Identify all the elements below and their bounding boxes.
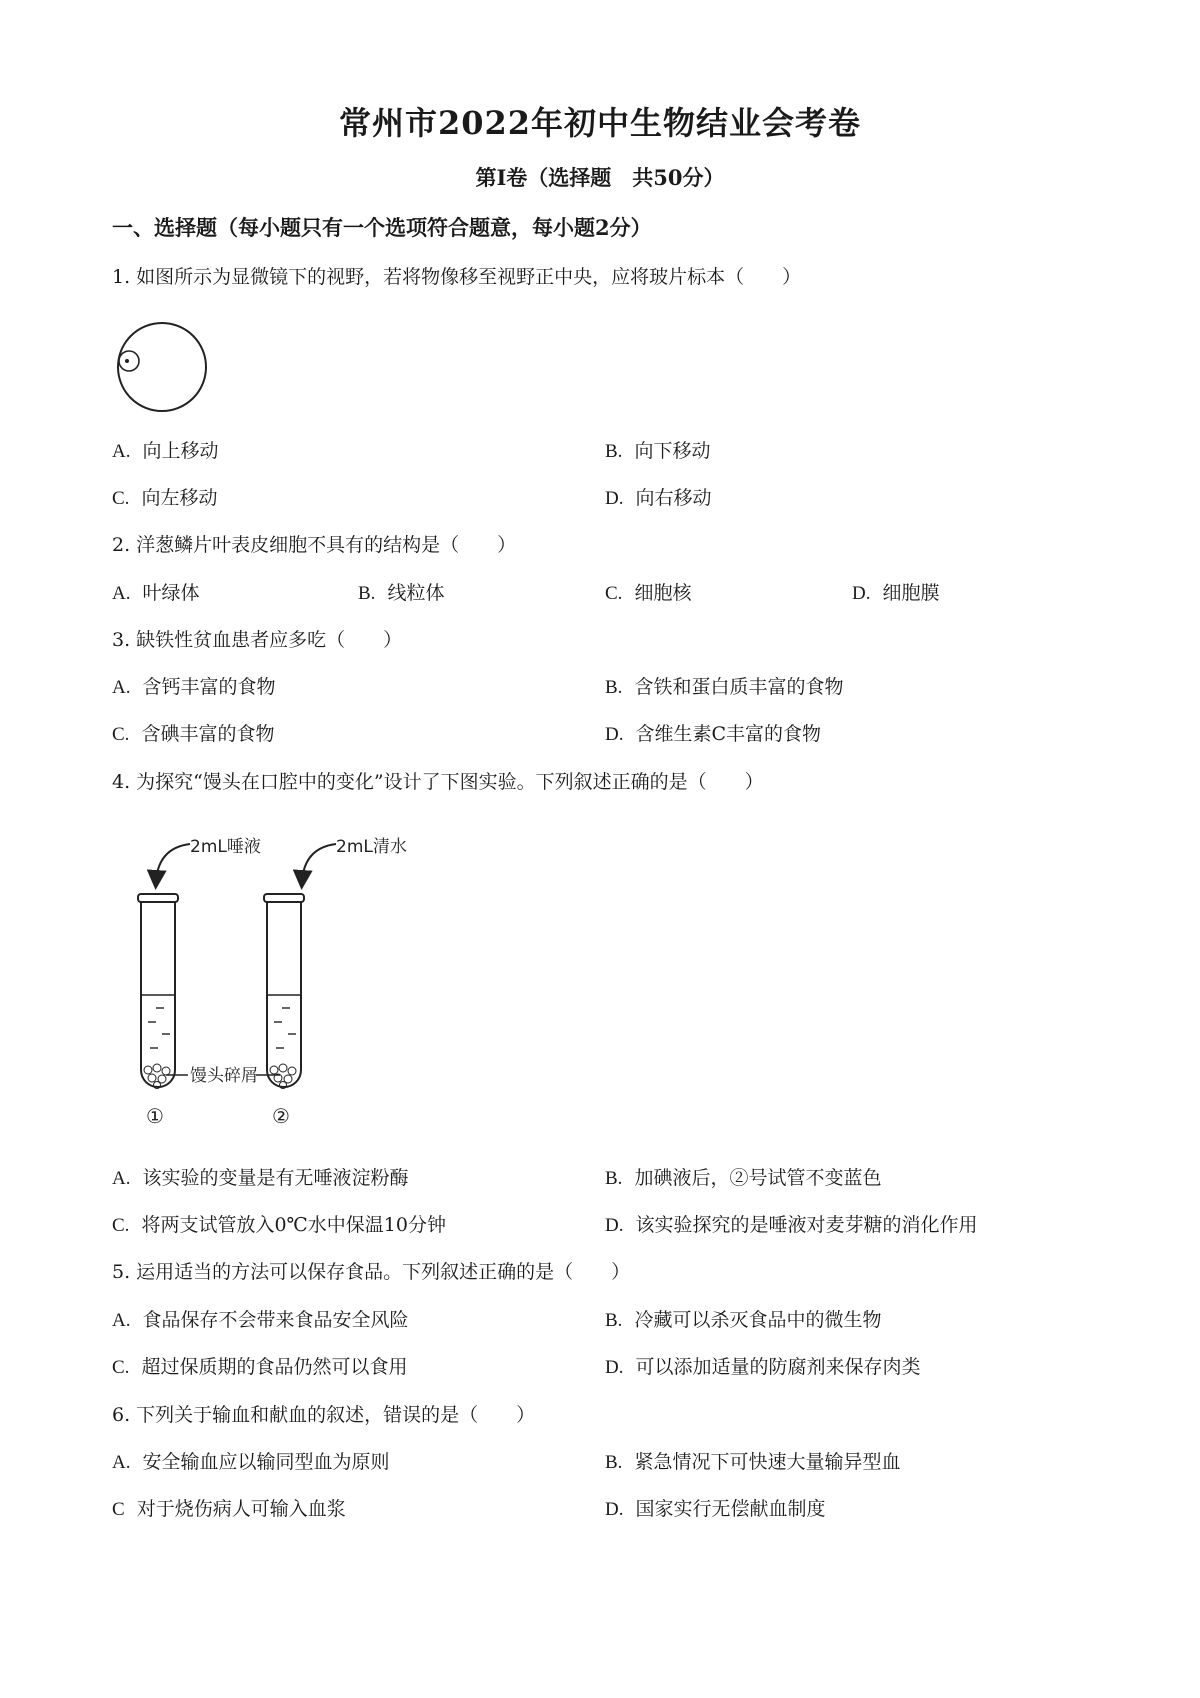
specimen-dot	[125, 359, 129, 363]
tube-1-arrow	[156, 844, 190, 882]
option-3c[interactable]: C. 含碘丰富的食物	[112, 723, 275, 745]
microscope-field-figure	[112, 317, 212, 417]
option-1d[interactable]: D. 向右移动	[605, 487, 712, 509]
option-2c[interactable]: C. 细胞核	[605, 582, 692, 604]
option-6b[interactable]: B. 紧急情况下可快速大量输异型血	[605, 1451, 901, 1473]
option-1b[interactable]: B. 向下移动	[605, 440, 711, 462]
option-6c[interactable]: C 对于烧伤病人可输入血浆	[112, 1498, 346, 1520]
option-3a[interactable]: A. 含钙丰富的食物	[112, 676, 276, 698]
option-1c[interactable]: C. 向左移动	[112, 487, 218, 509]
option-2b[interactable]: B. 线粒体	[358, 582, 445, 604]
question-4-stem: 4. 为探究“馒头在口腔中的变化”设计了下图实验。下列叙述正确的是（ ）	[112, 771, 764, 793]
option-5a[interactable]: A. 食品保存不会带来食品安全风险	[112, 1309, 409, 1331]
tube-2-reagent-label: 2mL清水	[336, 837, 407, 857]
test-tube-1	[138, 894, 178, 1089]
exam-title: 常州市2022年初中生物结业会考卷	[338, 104, 862, 142]
question-5-stem: 5. 运用适当的方法可以保存食品。下列叙述正确的是（ ）	[112, 1261, 631, 1283]
question-6-stem: 6. 下列关于输血和献血的叙述，错误的是（ ）	[112, 1404, 536, 1426]
section-heading: 一、选择题（每小题只有一个选项符合题意，每小题2分）	[112, 215, 652, 240]
question-1-stem: 1. 如图所示为显微镜下的视野，若将物像移至视野正中央，应将玻片标本（ ）	[112, 266, 802, 288]
option-4c[interactable]: C. 将两支试管放入0℃水中保温10分钟	[112, 1214, 446, 1236]
option-4b[interactable]: B. 加碘液后，②号试管不变蓝色	[605, 1167, 882, 1189]
option-5b[interactable]: B. 冷藏可以杀灭食品中的微生物	[605, 1309, 882, 1331]
option-2d[interactable]: D. 细胞膜	[852, 582, 940, 604]
option-6d[interactable]: D. 国家实行无偿献血制度	[605, 1498, 826, 1520]
option-3d[interactable]: D. 含维生素C丰富的食物	[605, 723, 822, 745]
tube-2-arrow	[302, 844, 336, 882]
test-tube-experiment-figure	[120, 830, 460, 1130]
option-1a[interactable]: A. 向上移动	[112, 440, 219, 462]
option-4d[interactable]: D. 该实验探究的是唾液对麦芽糖的消化作用	[605, 1214, 978, 1236]
content-label: 馒头碎屑	[190, 1066, 258, 1086]
option-5d[interactable]: D. 可以添加适量的防腐剂来保存肉类	[605, 1356, 921, 1378]
question-3-stem: 3. 缺铁性贫血患者应多吃（ ）	[112, 629, 403, 651]
question-2-stem: 2. 洋葱鳞片叶表皮细胞不具有的结构是（ ）	[112, 534, 517, 556]
option-2a[interactable]: A. 叶绿体	[112, 582, 200, 604]
tube-1-number: ①	[146, 1104, 164, 1128]
test-tube-2	[264, 894, 304, 1089]
option-4a[interactable]: A. 该实验的变量是有无唾液淀粉酶	[112, 1167, 409, 1189]
field-of-view-circle	[118, 323, 206, 411]
option-3b[interactable]: B. 含铁和蛋白质丰富的食物	[605, 676, 844, 698]
tube-2-number: ②	[272, 1104, 290, 1128]
part-subtitle: 第Ⅰ卷（选择题 共50分）	[475, 165, 725, 190]
tube-1-reagent-label: 2mL唾液	[190, 837, 261, 857]
option-6a[interactable]: A. 安全输血应以输同型血为原则	[112, 1451, 390, 1473]
option-5c[interactable]: C. 超过保质期的食品仍然可以食用	[112, 1356, 408, 1378]
